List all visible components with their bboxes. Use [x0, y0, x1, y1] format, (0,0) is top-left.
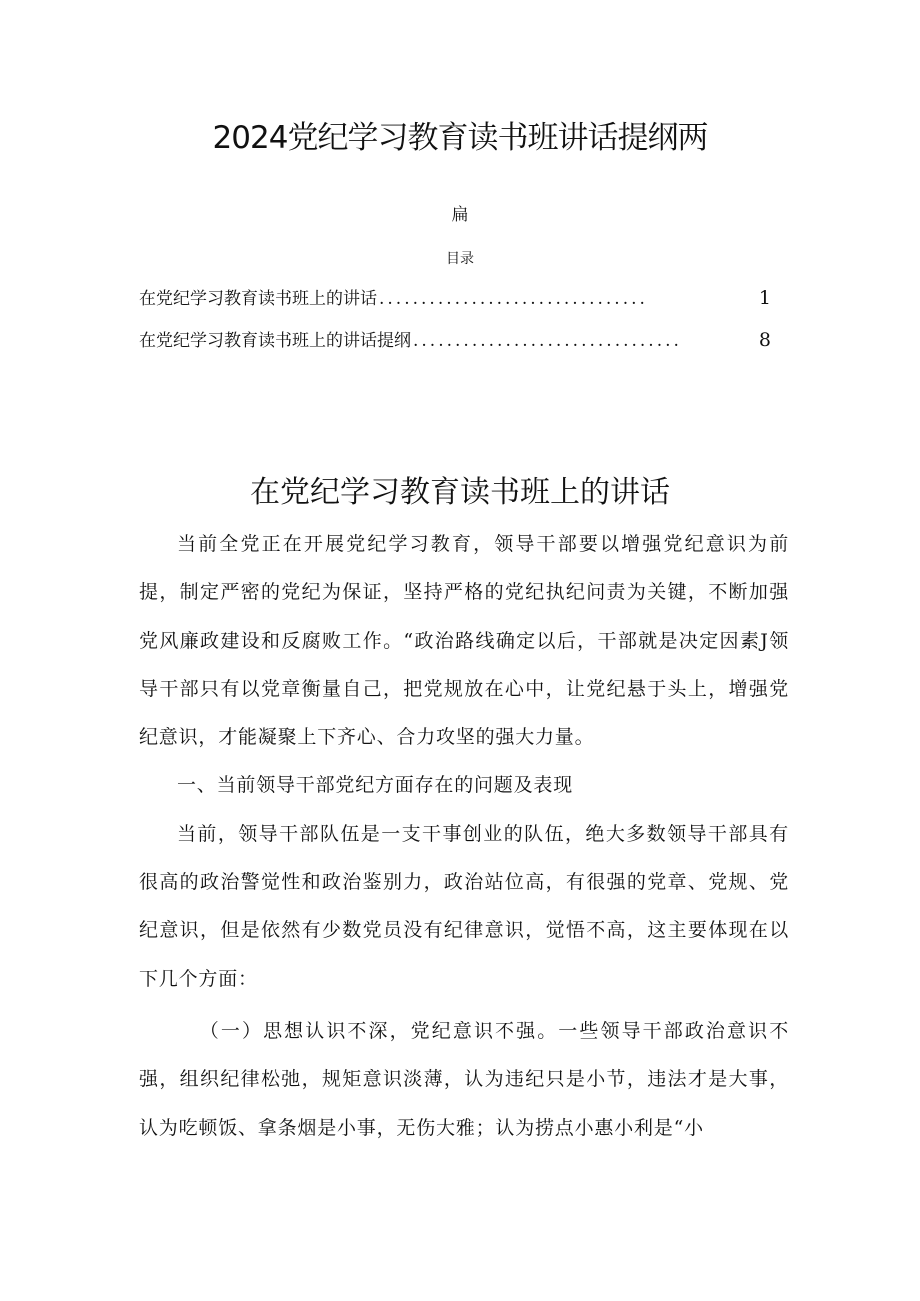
section-body	[139, 520, 789, 1152]
document-title-tail: 扁	[451, 205, 469, 225]
toc-leader-dots: ................................	[379, 289, 648, 309]
toc-entry-label: 在党纪学习教育读书班上的讲话	[139, 289, 377, 309]
toc-entry-label: 在党纪学习教育读书班上的讲话提纲	[139, 331, 411, 351]
toc-heading: 目录	[446, 251, 474, 267]
toc-page-number: 8	[758, 329, 771, 351]
toc-leader-dots: ................................	[413, 331, 682, 351]
table-of-contents	[139, 284, 771, 368]
body-paragraph: 当前全党正在开展党纪学习教育，领导干部要以增强党纪意识为前提，制定严密的党纪为保证，坚持严格的党纪执纪问责为关键，不断加强党风廉政建设和反腐败工作。“政治路线确定以后，干部就是决定因素J领导干部只有以党章衡量自己，把党规放在心中，让党纪悬于头上，增强党纪意识，才能凝聚上下齐心、合力攻坚的强大力量。	[139, 533, 789, 749]
toc-entry[interactable]	[139, 326, 771, 368]
document-title: 2024党纪学习教育读书班讲话提纲两	[212, 120, 708, 156]
body-paragraph: 当前，领导干部队伍是一支干事创业的队伍，绝大多数领导干部具有很高的政治警觉性和政治鉴别力，政治站位高，有很强的党章、党规、党纪意识，但是依然有少数党员没有纪律意识，觉悟不高，这主要体现在以下几个方面：	[139, 822, 789, 990]
toc-entry[interactable]	[139, 284, 771, 326]
toc-page-number: 1	[758, 287, 771, 309]
section-title: 在党纪学习教育读书班上的讲话	[250, 475, 670, 510]
subsection-heading: 一、当前领导干部党纪方面存在的问题及表现	[177, 774, 574, 797]
body-paragraph: （一）思想认识不深，党纪意识不强。一些领导干部政治意识不强，组织纪律松弛，规矩意识淡薄，认为违纪只是小节，违法才是大事，认为吃顿饭、拿条烟是小事，无伤大雅；认为捞点小惠小利是“小	[139, 1019, 789, 1139]
